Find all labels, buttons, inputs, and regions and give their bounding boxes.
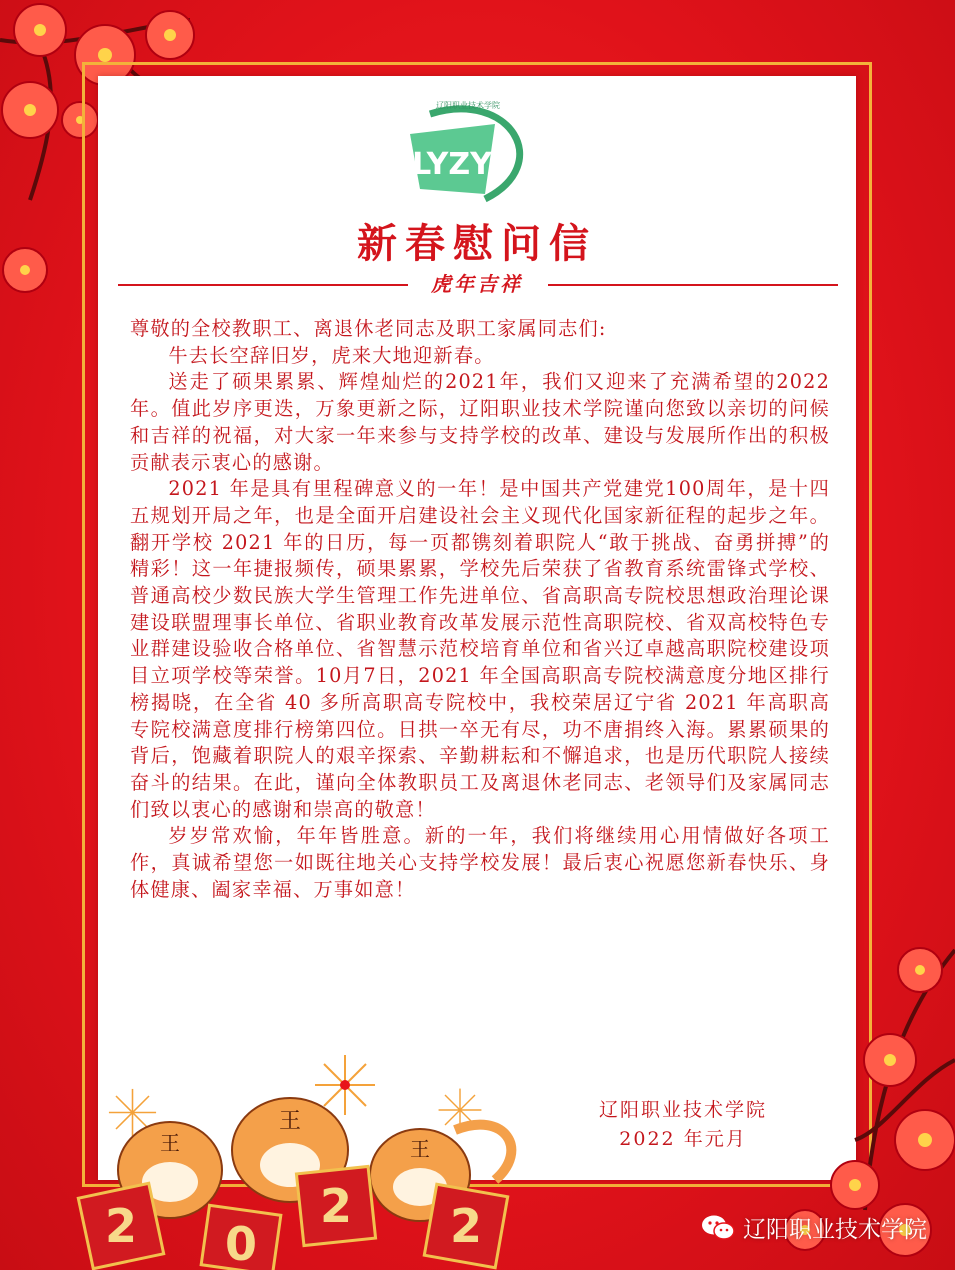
letter-body <box>130 316 830 903</box>
college-logo-icon <box>390 94 540 209</box>
year-banner-digit: 2 <box>449 1199 483 1253</box>
wechat-icon <box>701 1214 735 1242</box>
year-banner-digit: 2 <box>104 1199 138 1253</box>
tiger-badge: 王 <box>410 1137 430 1161</box>
divider-right <box>548 284 838 286</box>
letter-paragraph: 送走了硕果累累、辉煌灿烂的2021年，我们又迎来了充满希望的2022年。值此岁序更迭，万象更新之际，辽阳职业技术学院谨向您致以亲切的问候和吉祥的祝福，对大家一年来参与支持学校的改革、建设与发展所作出的积极贡献表示衷心的感谢。 <box>130 370 830 474</box>
letter-paragraph: 岁岁常欢愉，年年皆胜意。新的一年，我们将继续用心用情做好各项工作，真诚希望您一如既往地关心支持学校发展！最后衷心祝愿您新春快乐、身体健康、阖家幸福、万事如意！ <box>130 824 830 901</box>
signature-org: 辽阳职业技术学院 <box>598 1099 767 1121</box>
letter-salutation: 尊敬的全校教职工、离退休老同志及职工家属同志们: <box>130 317 607 340</box>
logo-arc-text: 辽阳职业技术学院 <box>436 101 500 110</box>
tiger-badge: 王 <box>160 1131 180 1155</box>
year-banner-digit: 2 <box>319 1179 353 1233</box>
letter-subtitle: 虎年吉祥 <box>431 272 523 296</box>
signature-date: 2022 年元月 <box>619 1128 747 1150</box>
logo-letters: LYZY <box>412 147 492 182</box>
watermark-label: 辽阳职业技术学院 <box>743 1217 927 1243</box>
wechat-watermark <box>701 1211 927 1244</box>
tiger-badge: 王 <box>278 1109 302 1134</box>
year-banner-digit: 0 <box>224 1217 258 1270</box>
letter-paragraph: 2021 年是具有里程碑意义的一年！是中国共产党建党100周年，是十四五规划开局之年，也是全面开启建设社会主义现代化国家新征程的起步之年。翻开学校 2021 年的日历，每一页都镌刻着职院人“敢于挑战、奋勇拼搏”的精彩！这一年捷报频传，硕果累累，学校先后荣获了省教育系统雷锋式学校、普通高校少数民族大学生管理工作先进单位、省高职高专院校思想政治理论课建设联盟理事长单位、省职业教育改革发展示范性高职院校、省双高校特色专业群建设验收合格单位、省智慧示范校培育单位和省兴辽卓越高职院校建设项目立项学校等荣誉。10月7日，2021 年全国高职高专院校满意度分地区排行榜揭晓，在全省 40 多所高职高专院校中，我校荣居辽宁省 2021 年高职高专院校满意度排行榜第四位。日拱一卒无有尽，功不唐捐终入海。累累硕果的背后，饱藏着职院人的艰辛探索、辛勤耕耘和不懈追求，也是历代职院人接续奋斗的结果。在此，谨向全体教职员工及离退休老同志、老领导们及家属同志们致以衷心的感谢和崇高的敬意！ <box>130 477 830 821</box>
tiger-2022-decoration <box>75 1070 545 1270</box>
letter-title: 新春慰问信 <box>357 220 597 267</box>
letter-paragraph: 牛去长空辞旧岁，虎来大地迎新春。 <box>168 343 495 367</box>
